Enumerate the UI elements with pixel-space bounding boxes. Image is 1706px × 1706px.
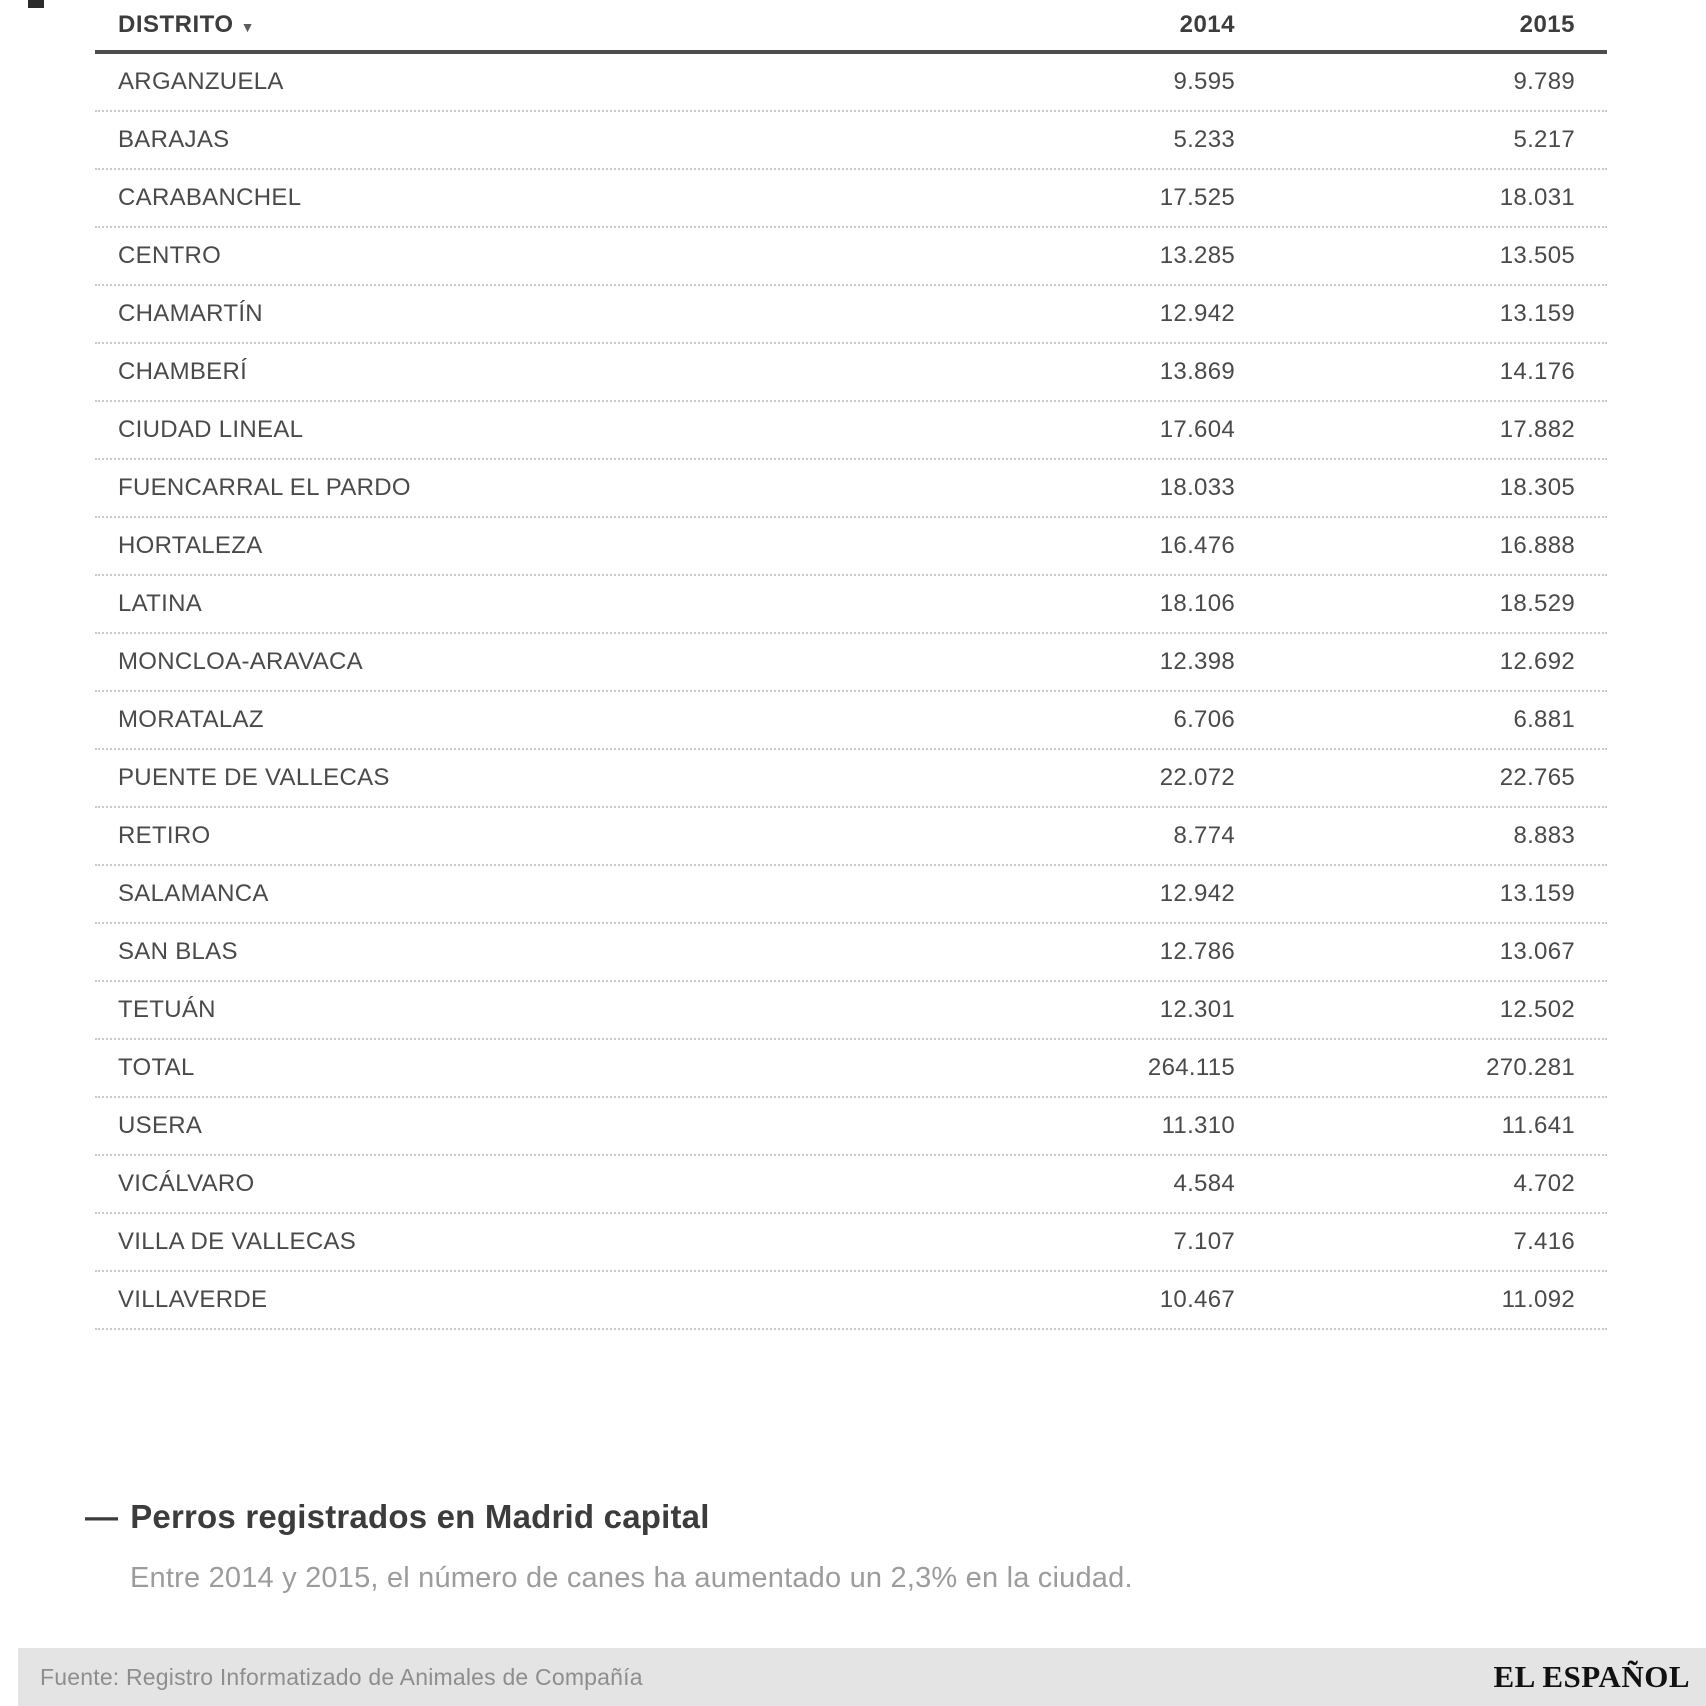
value-2014-cell: 13.285 bbox=[1159, 242, 1235, 269]
district-cell: BARAJAS bbox=[118, 126, 230, 153]
district-cell: TOTAL bbox=[118, 1054, 195, 1081]
value-2014-cell: 264.115 bbox=[1147, 1054, 1235, 1081]
sort-descending-icon: ▼ bbox=[240, 18, 255, 35]
value-2015-cell: 13.505 bbox=[1499, 242, 1575, 269]
value-2014-cell: 9.595 bbox=[1173, 68, 1235, 95]
district-cell: SALAMANCA bbox=[118, 880, 269, 907]
district-cell: CHAMBERÍ bbox=[118, 358, 248, 385]
value-2014-cell: 12.786 bbox=[1159, 938, 1235, 965]
value-2015-cell: 8.883 bbox=[1513, 822, 1575, 849]
value-2014-cell: 10.467 bbox=[1159, 1286, 1235, 1313]
value-2014-cell: 5.233 bbox=[1173, 126, 1235, 153]
value-2014-cell: 11.310 bbox=[1161, 1112, 1235, 1139]
value-2015-cell: 17.882 bbox=[1499, 416, 1575, 443]
value-2014-cell: 12.398 bbox=[1159, 648, 1235, 675]
value-2014-cell: 22.072 bbox=[1159, 764, 1235, 791]
district-cell: PUENTE DE VALLECAS bbox=[118, 764, 390, 791]
district-cell: CENTRO bbox=[118, 242, 222, 269]
district-cell: SAN BLAS bbox=[118, 938, 238, 965]
value-2014-cell: 13.869 bbox=[1159, 358, 1235, 385]
title-dash: — bbox=[85, 1498, 119, 1535]
value-2014-cell: 18.106 bbox=[1159, 590, 1235, 617]
dogs-registered-table bbox=[95, 0, 1607, 1330]
value-2014-cell: 8.774 bbox=[1173, 822, 1235, 849]
district-cell: FUENCARRAL EL PARDO bbox=[118, 474, 411, 501]
district-cell: VILLA DE VALLECAS bbox=[118, 1228, 357, 1255]
table-row bbox=[95, 228, 1607, 286]
title-text: Perros registrados en Madrid capital bbox=[130, 1498, 710, 1535]
column-header-distrito[interactable] bbox=[95, 11, 915, 39]
value-2015-cell: 5.217 bbox=[1513, 126, 1575, 153]
table-row bbox=[95, 1040, 1607, 1098]
value-2014-cell: 18.033 bbox=[1159, 474, 1235, 501]
district-cell: CARABANCHEL bbox=[118, 184, 302, 211]
table-row bbox=[95, 286, 1607, 344]
district-cell: MORATALAZ bbox=[118, 706, 264, 733]
table-row bbox=[95, 1156, 1607, 1214]
district-cell: VICÁLVARO bbox=[118, 1170, 255, 1197]
column-header-2015[interactable]: 2015 bbox=[1519, 11, 1575, 38]
table-row bbox=[95, 1272, 1607, 1330]
table-row bbox=[95, 808, 1607, 866]
value-2015-cell: 16.888 bbox=[1499, 532, 1575, 559]
caption-block bbox=[85, 1498, 1585, 1595]
table-row bbox=[95, 170, 1607, 228]
table-row bbox=[95, 576, 1607, 634]
value-2015-cell: 22.765 bbox=[1499, 764, 1575, 791]
table-row bbox=[95, 1214, 1607, 1272]
district-cell: TETUÁN bbox=[118, 996, 216, 1023]
value-2015-cell: 13.159 bbox=[1499, 300, 1575, 327]
table-row bbox=[95, 634, 1607, 692]
district-cell: MONCLOA-ARAVACA bbox=[118, 648, 363, 675]
value-2015-cell: 4.702 bbox=[1513, 1170, 1575, 1197]
corner-artifact-mark bbox=[28, 0, 44, 8]
value-2014-cell: 12.301 bbox=[1159, 996, 1235, 1023]
value-2015-cell: 11.092 bbox=[1501, 1286, 1575, 1313]
chart-title bbox=[85, 1498, 1585, 1536]
value-2014-cell: 17.525 bbox=[1159, 184, 1235, 211]
table-row bbox=[95, 344, 1607, 402]
district-cell: CHAMARTÍN bbox=[118, 300, 263, 327]
value-2014-cell: 17.604 bbox=[1159, 416, 1235, 443]
district-cell: VILLAVERDE bbox=[118, 1286, 268, 1313]
district-cell: RETIRO bbox=[118, 822, 211, 849]
value-2014-cell: 12.942 bbox=[1159, 880, 1235, 907]
table-row bbox=[95, 518, 1607, 576]
table-row bbox=[95, 982, 1607, 1040]
value-2014-cell: 12.942 bbox=[1159, 300, 1235, 327]
value-2014-cell: 16.476 bbox=[1159, 532, 1235, 559]
table-row bbox=[95, 866, 1607, 924]
district-cell: LATINA bbox=[118, 590, 203, 617]
value-2015-cell: 12.692 bbox=[1499, 648, 1575, 675]
column-header-2014[interactable]: 2014 bbox=[1179, 11, 1235, 38]
footer-bar bbox=[18, 1648, 1706, 1706]
value-2015-cell: 18.031 bbox=[1499, 184, 1575, 211]
chart-subtitle: Entre 2014 y 2015, el número de canes ha aumentado un 2,3% en la ciudad. bbox=[130, 1562, 1133, 1594]
value-2015-cell: 7.416 bbox=[1513, 1228, 1575, 1255]
el-espanol-logo: EL ESPAÑOL bbox=[1493, 1659, 1690, 1694]
table-row bbox=[95, 692, 1607, 750]
table-row bbox=[95, 112, 1607, 170]
value-2015-cell: 12.502 bbox=[1499, 996, 1575, 1023]
table-row bbox=[95, 750, 1607, 808]
table-row bbox=[95, 54, 1607, 112]
value-2015-cell: 9.789 bbox=[1513, 68, 1575, 95]
column-header-distrito-label: DISTRITO bbox=[118, 11, 234, 38]
value-2015-cell: 11.641 bbox=[1501, 1112, 1575, 1139]
value-2015-cell: 6.881 bbox=[1513, 706, 1575, 733]
value-2015-cell: 14.176 bbox=[1499, 358, 1575, 385]
table-row bbox=[95, 402, 1607, 460]
table-row bbox=[95, 460, 1607, 518]
value-2014-cell: 6.706 bbox=[1173, 706, 1235, 733]
table-header-row bbox=[95, 0, 1607, 54]
source-attribution: Fuente: Registro Informatizado de Animales de Compañía bbox=[40, 1663, 643, 1690]
value-2015-cell: 270.281 bbox=[1486, 1054, 1575, 1081]
district-cell: HORTALEZA bbox=[118, 532, 263, 559]
table-row bbox=[95, 924, 1607, 982]
value-2015-cell: 18.529 bbox=[1499, 590, 1575, 617]
table-row bbox=[95, 1098, 1607, 1156]
value-2015-cell: 13.067 bbox=[1499, 938, 1575, 965]
district-cell: ARGANZUELA bbox=[118, 68, 284, 95]
district-cell: CIUDAD LINEAL bbox=[118, 416, 304, 443]
district-cell: USERA bbox=[118, 1112, 203, 1139]
value-2015-cell: 13.159 bbox=[1499, 880, 1575, 907]
value-2014-cell: 7.107 bbox=[1173, 1228, 1235, 1255]
table-body bbox=[95, 54, 1607, 1330]
value-2014-cell: 4.584 bbox=[1173, 1170, 1235, 1197]
value-2015-cell: 18.305 bbox=[1499, 474, 1575, 501]
